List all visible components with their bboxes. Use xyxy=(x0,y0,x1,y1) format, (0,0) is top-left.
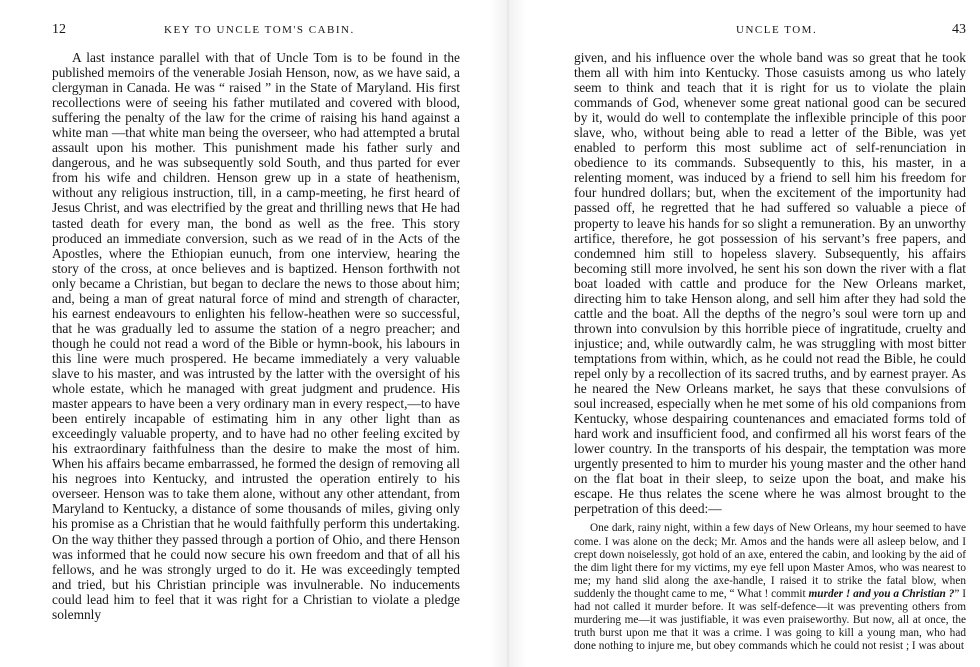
left-page xyxy=(52,0,460,667)
right-page-body xyxy=(574,50,966,516)
page-number: 43 xyxy=(952,22,966,37)
body-paragraph: given, and his influence over the whole band was so great that he took them all with him into Kentucky. Those casuists among us who lately seem to think and teach that it is right for us to violate the plain commands of God, whenever some great national good can be secured by it, would do well to contemplate the inflexible principle of this poor slave, who, without being able to read a letter of the Bible, was yet enabled to perform this most sublime act of self-renunciation in obedience to its commands. Subsequently to this, his master, in a relenting moment, was induced by a friend to sell him his freedom for four hundred dollars; but, when the excitement of the importunity had passed off, he regretted that he had suffered so valuable a piece of property to leave his hands for so slight a remuneration. By an unworthy artifice, therefore, he got possession of his servant’s free papers, and condemned him still to hopeless slavery. Subsequently, his affairs becoming still more involved, he sent his son down the river with a flat boat loaded with cattle and produce for the New Orleans market, directing him to take Henson along, and sell him after they had sold the cattle and the boat. All the depths of the negro’s soul were torn up and thrown into convulsion by this horrible piece of ingratitude, cruelty and injustice; and, while outwardly calm, he was struggling with most bitter temptations from within, which, as he could not read the Bible, he could repel only by a recollection of its sacred truths, and by earnest prayer. As he neared the New Orleans market, he says that these convulsions of soul increased, especially when he met some of his old companions from Kentucky, whose despairing countenances and emaciated forms told of hard work and insufficient food, and confirmed all his worst fears of the lower country. In the transports of his despair, the temptation was more urgently presented to him to murder his young master and the other hand on the flat boat in their sleep, to seize upon the boat, and make his escape. He thus relates the scene where he was almost brought to the perpetration of this deed:— xyxy=(574,50,966,517)
running-head: KEY TO UNCLE TOM'S CABIN. xyxy=(164,24,355,36)
block-quote xyxy=(574,522,966,653)
left-page-header xyxy=(52,24,460,42)
quote-emphasis: murder ! and you a Christian ? xyxy=(808,587,955,600)
page-number: 12 xyxy=(52,22,66,37)
right-page xyxy=(574,0,966,667)
quote-text-after: ” I had not called it murder before. It was self-defence—it was preventing others from murdering me—it was justifiable, it was even praiseworthy. But now, all at once, the truth burst upon me that it was a crime. I was going to kill a young man, who had done nothing to injure me, but obey commands which he could not resist ; I was about xyxy=(574,587,966,653)
book-gutter xyxy=(490,0,526,667)
quote-paragraph xyxy=(574,522,966,653)
right-page-header xyxy=(574,24,966,42)
left-page-body xyxy=(52,50,460,622)
body-paragraph: A last instance parallel with that of Uncle Tom is to be found in the published memoirs of the venerable Josiah Henson, now, as we have said, a clergyman in Canada. He was “ raised ” in the State of Maryland. His first recollections were of seeing his father mutilated and covered with blood, suffering the penalty of the law for the crime of raising his hand against a white man —that white man being the overseer, who had attempted a brutal assault upon his mother. This punishment made his father surly and dangerous, and he was subsequently sold South, and thus parted for ever from his wife and children. Henson grew up in a state of heathenism, without any religious instruction, till, in a camp-meeting, he first heard of Jesus Christ, and was electrified by the great and thrilling news that He had tasted death for every man, the bond as well as the free. This story produced an immediate conversion, such as we read of in the Acts of the Apostles, where the Ethiopian eunuch, from one interview, hearing the story of the cross, at once believes and is baptized. Henson forthwith not only became a Christian, but began to declare the news to those about him; and, being a man of great natural force of mind and strength of character, his earnest endeavours to enlighten his fellow-heathen were so successful, that he was gradually led to assume the station of a negro preacher; and though he could not read a word of the Bible or hymn-book, his labours in this line were much prospered. He became immediately a very valuable slave to his master, and was intrusted by the latter with the oversight of his whole estate, which he managed with great judgment and prudence. His master appears to have been a very ordinary man in every respect,—to have been entirely incapable of estimating him in any other light than as exceedingly valuable property, and to have had no other feeling excited by his extraordinary faithfulness than the desire to make the most of him. When his affairs became embarrassed, he formed the design of removing all his negroes into Kentucky, and intrusted the operation entirely to his overseer. Henson was to take them alone, without any other attendant, from Maryland to Kentucky, a distance of some thousands of miles, giving only his promise as a Christian that he would faithfully perform this undertaking. On the way thither they passed through a portion of Ohio, and there Henson was informed that he could now secure his own freedom and that of all his fellows, and he was strongly urged to do it. He was exceedingly tempted and tried, but his Christian principle was invulnerable. No inducements could lead him to feel that it was right for a Christian to violate a pledge solemnly xyxy=(52,50,461,622)
quote-text-before: One dark, rainy night, within a few days of New Orleans, my hour seemed to have come. I was alone on the deck; Mr. Amos and the hands were all asleep below, and I crept down noiselessly, got hold of an axe, entered the cabin, and looking by the aid of the dim light there for my victims, my eye fell upon Master Amos, who was nearest to me; my hand slid along the axe-handle, I raised it to strike the fatal blow, when suddenly the thought came to me, “ What ! commit xyxy=(574,522,966,600)
running-head: UNCLE TOM. xyxy=(736,24,818,36)
